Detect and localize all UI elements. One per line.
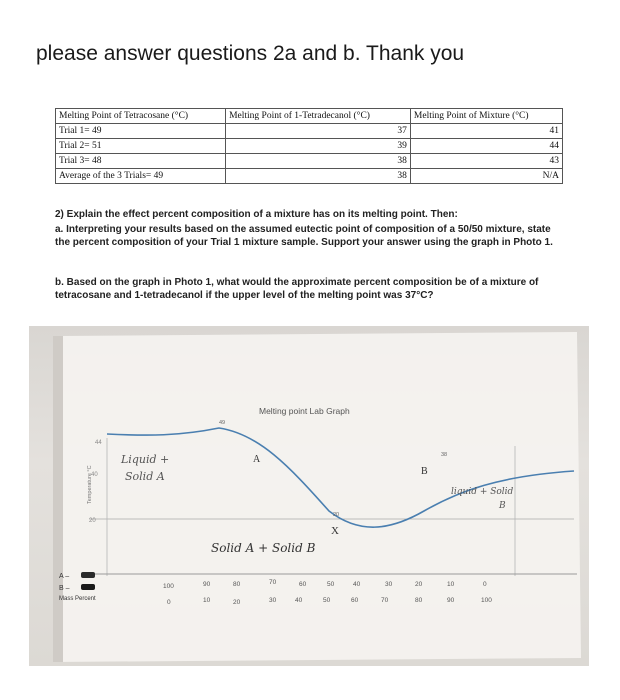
y-tick-40: 40: [91, 472, 98, 478]
question-2a: a. Interpreting your results based on the assumed eutectic point of composition of a 50/50 mixture, state the percent composition of your Trial 1 mixture sample. Support your answer using the graph in Photo 1.: [55, 224, 553, 248]
row-b-6: 60: [351, 597, 359, 604]
label-B: B: [421, 466, 428, 477]
melting-point-table: [55, 108, 563, 184]
row-b-10: 100: [481, 597, 492, 604]
point-20-label: 20: [333, 512, 340, 518]
row-label: Trial 2= 51: [56, 139, 226, 154]
table-row: [56, 154, 563, 169]
row-label: Trial 1= 49: [56, 124, 226, 139]
point-38-label: 38: [441, 452, 448, 458]
region-left-line2: Solid A: [125, 470, 165, 483]
region-right-line2: B: [499, 501, 506, 511]
row-b-0: 0: [167, 599, 171, 606]
page-title: please answer questions 2a and b. Thank you: [36, 42, 465, 65]
row-a-8: 20: [415, 581, 423, 588]
legend-a: A –: [59, 573, 70, 580]
row-a-10: 0: [483, 581, 487, 588]
question-card: [55, 108, 563, 668]
graph-title: Melting point Lab Graph: [259, 406, 350, 416]
table-row: [56, 169, 563, 184]
cell-tetradecanol: 37: [226, 124, 411, 139]
graph-drawing: [29, 326, 589, 666]
label-X: X: [331, 525, 339, 537]
region-bottom: Solid A + Solid B: [211, 541, 316, 555]
cell-tetradecanol: 39: [226, 139, 411, 154]
row-b-7: 70: [381, 597, 389, 604]
legend-b: B –: [59, 585, 70, 592]
cell-mixture: N/A: [410, 169, 562, 184]
row-b-8: 80: [415, 597, 423, 604]
x-axis-label: Mass Percent: [59, 596, 96, 602]
table-row: [56, 124, 563, 139]
region-right-line1: liquid + Solid: [451, 487, 514, 497]
col-header-mixture: Melting Point of Mixture (°C): [410, 109, 562, 124]
photo-1-graph: [29, 326, 589, 666]
y-tick-44: 44: [95, 440, 102, 446]
cell-tetradecanol: 38: [226, 169, 411, 184]
table-header-row: [56, 109, 563, 124]
row-a-2: 80: [233, 581, 241, 588]
row-a-9: 10: [447, 581, 455, 588]
row-a-5: 50: [327, 581, 335, 588]
cell-mixture: 43: [410, 154, 562, 169]
region-left-line1: Liquid +: [121, 453, 170, 466]
row-a-1: 90: [203, 581, 211, 588]
row-a-3: 70: [269, 579, 277, 586]
row-b-1: 10: [203, 597, 211, 604]
row-b-5: 50: [323, 597, 331, 604]
col-header-tetracosane: Melting Point of Tetracosane (°C): [56, 109, 226, 124]
row-a-6: 40: [353, 581, 361, 588]
cell-mixture: 44: [410, 139, 562, 154]
label-A: A: [253, 454, 261, 465]
row-b-9: 90: [447, 597, 455, 604]
cell-mixture: 41: [410, 124, 562, 139]
y-axis-label: Temperature °C: [87, 465, 93, 504]
question-2b: b. Based on the graph in Photo 1, what would the approximate percent composition be of a mixture of tetracosane and 1-tetradecanol if the upper level of the melting point was 37°C?: [55, 277, 539, 301]
col-header-tetradecanol: Melting Point of 1-Tetradecanol (°C): [226, 109, 411, 124]
row-b-4: 40: [295, 597, 303, 604]
question-2: 2) Explain the effect percent composition of a mixture has on its melting point. Then:: [55, 209, 458, 220]
table-row: [56, 139, 563, 154]
row-b-2: 20: [233, 599, 241, 606]
row-a-4: 60: [299, 581, 307, 588]
row-label: Average of the 3 Trials= 49: [56, 169, 226, 184]
row-a-0: 100: [163, 583, 174, 590]
row-b-3: 30: [269, 597, 277, 604]
point-49-label: 49: [219, 420, 226, 426]
y-tick-20: 20: [89, 518, 96, 524]
row-a-7: 30: [385, 581, 393, 588]
row-label: Trial 3= 48: [56, 154, 226, 169]
legend-a-swatch: [81, 572, 95, 578]
cell-tetradecanol: 38: [226, 154, 411, 169]
legend-b-swatch: [81, 584, 95, 590]
